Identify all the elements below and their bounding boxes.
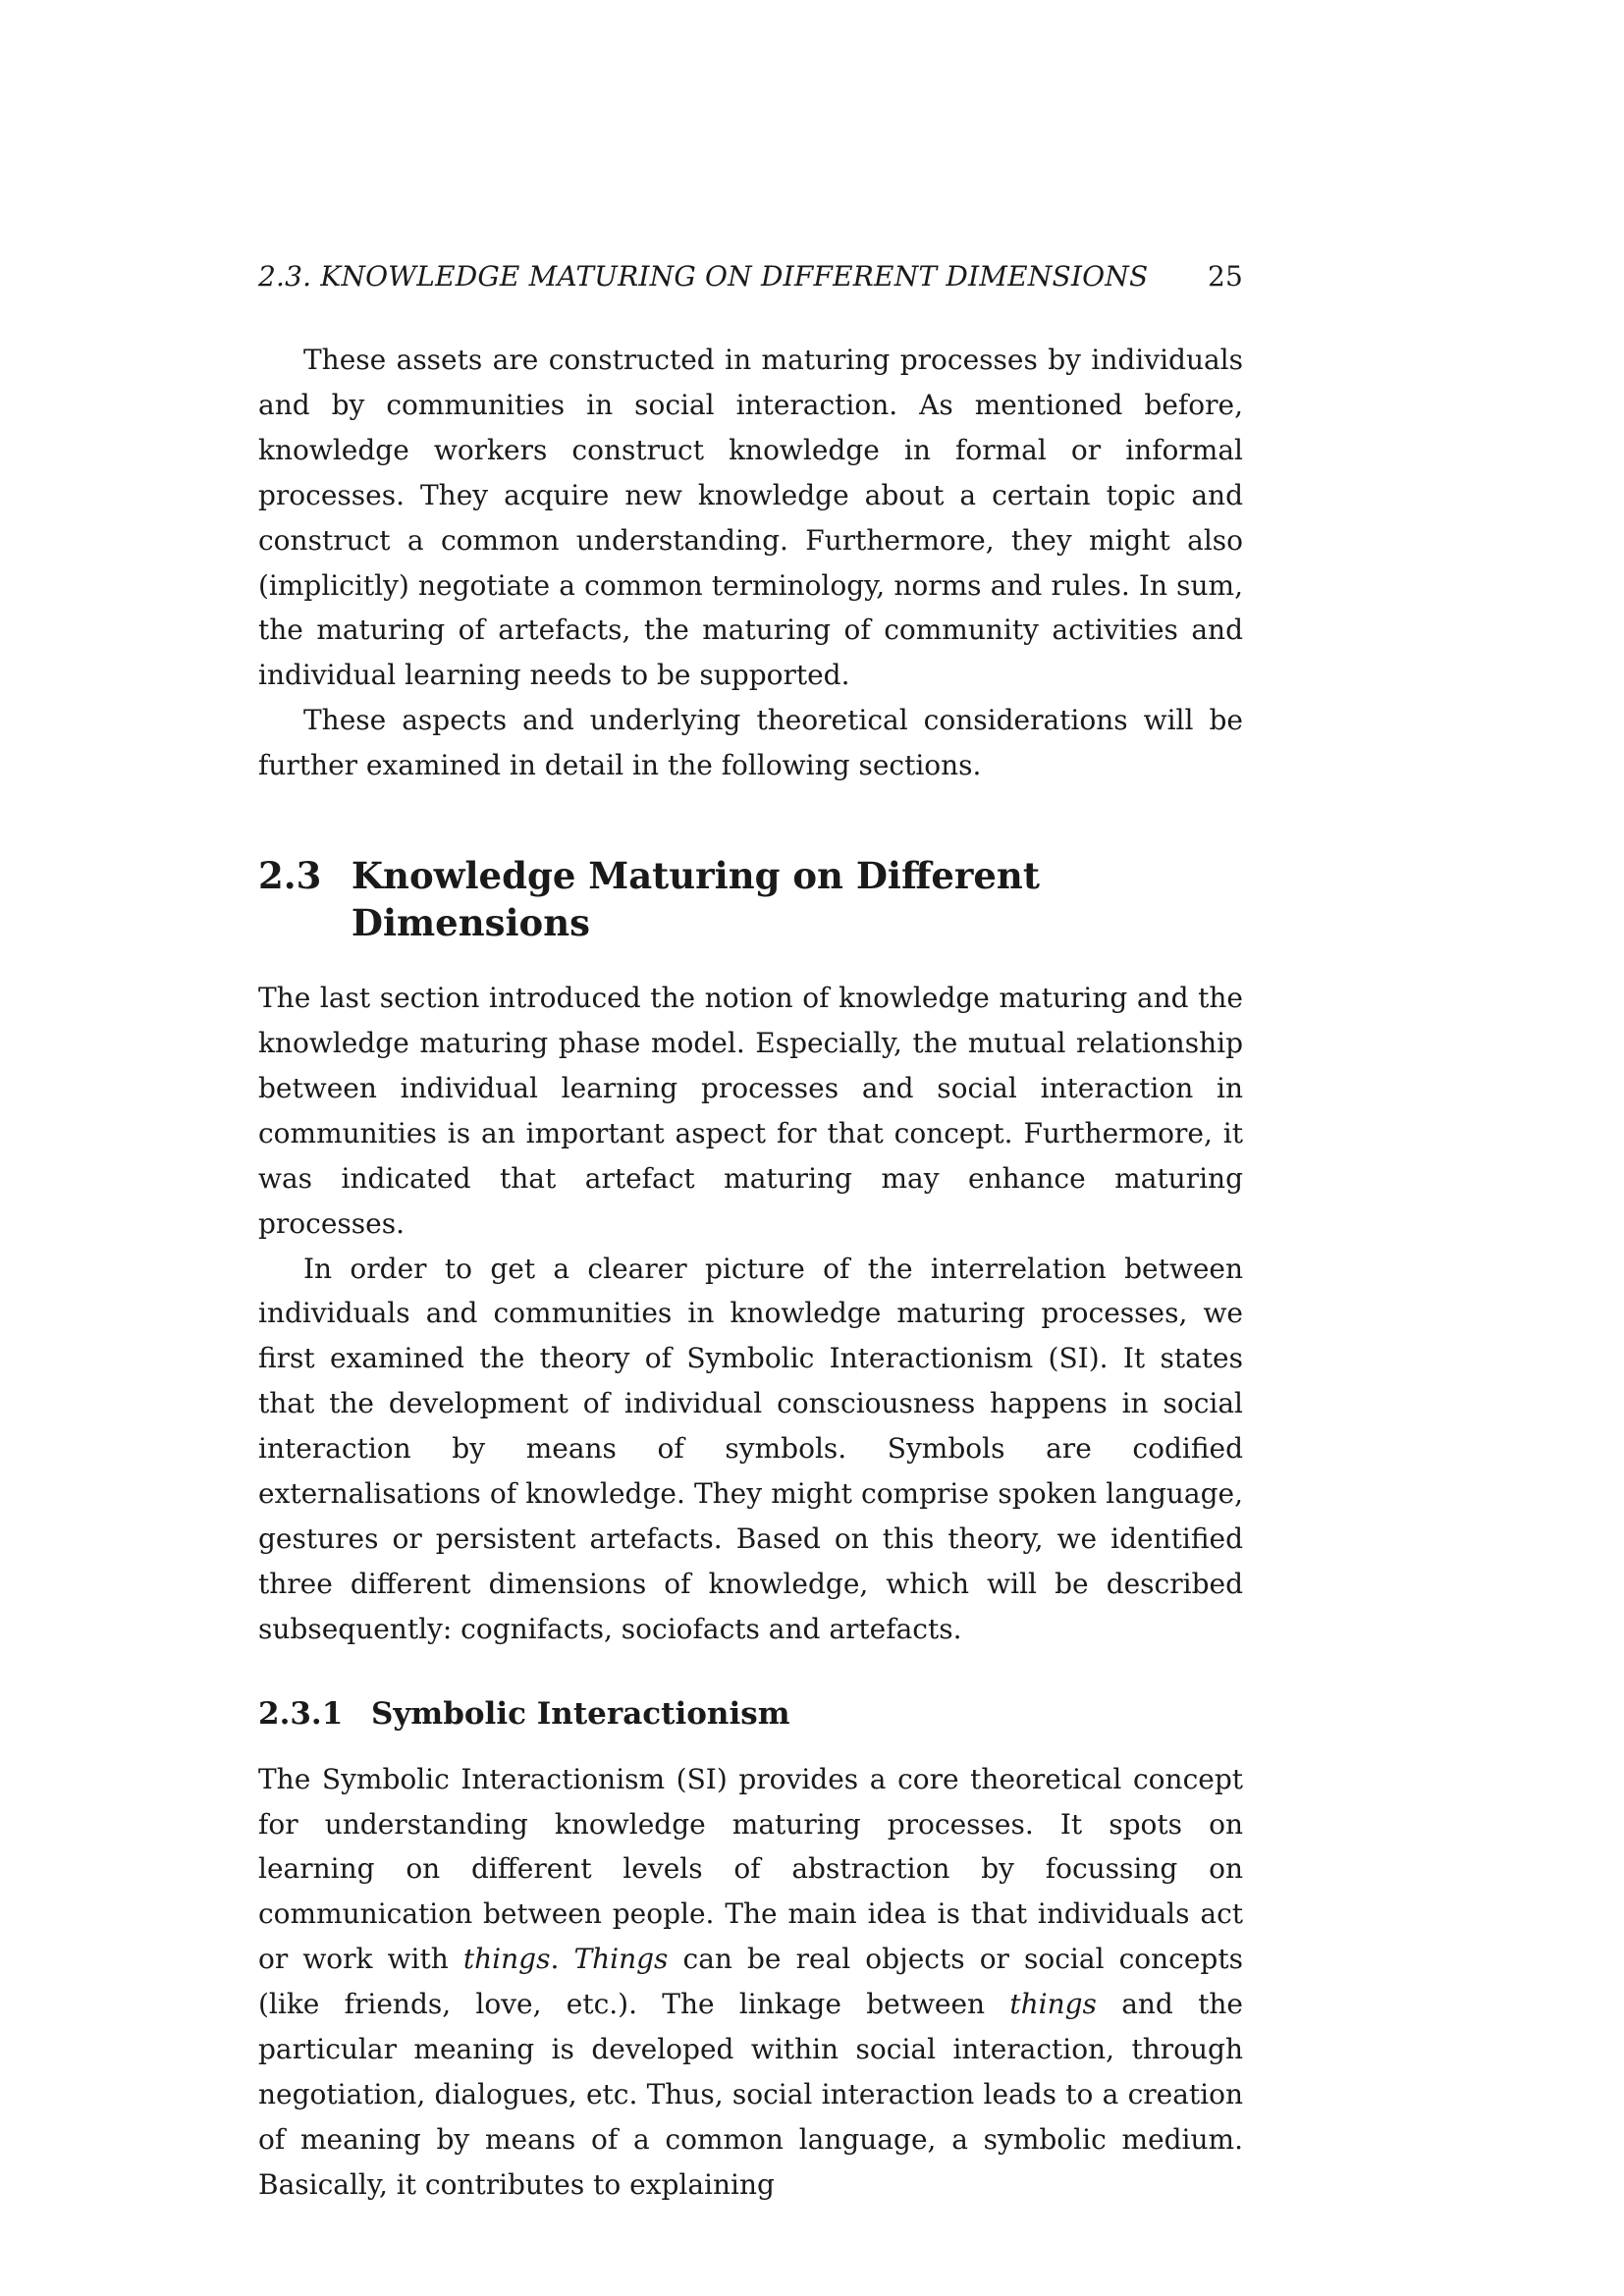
section-number: 2.3 [258,854,322,898]
section-paragraph-1: The last section introduced the notion of knowledge maturing and the knowledge maturing phase model. Especially, the mutual relationship between individual learning processes and social interaction in communities is an important aspect for that concept. Furthermore, it was indicated that artefact maturing may enhance maturing processes. [258,982,1243,1240]
page-content [258,257,1243,2208]
intro-paragraph-2: These aspects and underlying theoretical considerations will be further examined in detail in the following sections. [258,704,1243,782]
page-number: 25 [1207,260,1243,293]
text-run: . [550,1943,574,1976]
running-header [258,257,1243,296]
text-run: and the particular meaning is developed within social interaction, through negotiation, dialogues, etc. Thus, social interaction leads to a creation of meaning by means of a common language, a symbolic medium. Basically, it contributes to explaining [258,1988,1243,2201]
running-title: 2.3. KNOWLEDGE MATURING ON DIFFERENT DIMENSIONS [258,260,1149,293]
text-run: can be real objects or social concepts (like friends, love, etc.). The linkage between [258,1943,1243,2021]
subsection-paragraph-1 [258,1757,1243,2208]
section-paragraph-2: In order to get a clearer picture of the interrelation between individuals and communities in knowledge maturing processes, we first examined the theory of Symbolic Interactionism (SI). It states that the development of individual consciousness happens in social interaction by means of symbols. Symbols are codified externalisations of knowledge. They might comprise spoken language, gestures or persistent artefacts. Based on this theory, we identified three different dimensions of knowledge, which will be described subsequently: cognifacts, sociofacts and artefacts. [258,1252,1243,1645]
intro-paragraph-1: These assets are constructed in maturing processes by individuals and by communities in social interaction. As mentioned before, knowledge workers construct knowledge in formal or informal processes. They acquire new knowledge about a certain topic and construct a common understanding. Furthermore, they might also (implicitly) negotiate a common terminology, norms and rules. In sum, the maturing of artefacts, the maturing of community activities and individual learning needs to be supported. [258,344,1243,692]
emphasis-things-3: things [1009,1988,1097,2021]
emphasis-things-2: Things [573,1943,669,1976]
section-title: Knowledge Maturing on Different Dimensions [351,854,1040,945]
text-run: The Symbolic Interactionism (SI) provides a core theoretical concept for understanding knowledge maturing processes. It spots on learning on different levels of abstraction by focussing on communication between people. The main idea is that individuals act or work with [258,1762,1243,1976]
emphasis-things-1: things [462,1943,551,1976]
subsection-title: Symbolic Interactionism [371,1695,790,1732]
subsection-number: 2.3.1 [258,1695,344,1732]
section-heading [258,852,1243,946]
subsection-heading [258,1692,1243,1735]
